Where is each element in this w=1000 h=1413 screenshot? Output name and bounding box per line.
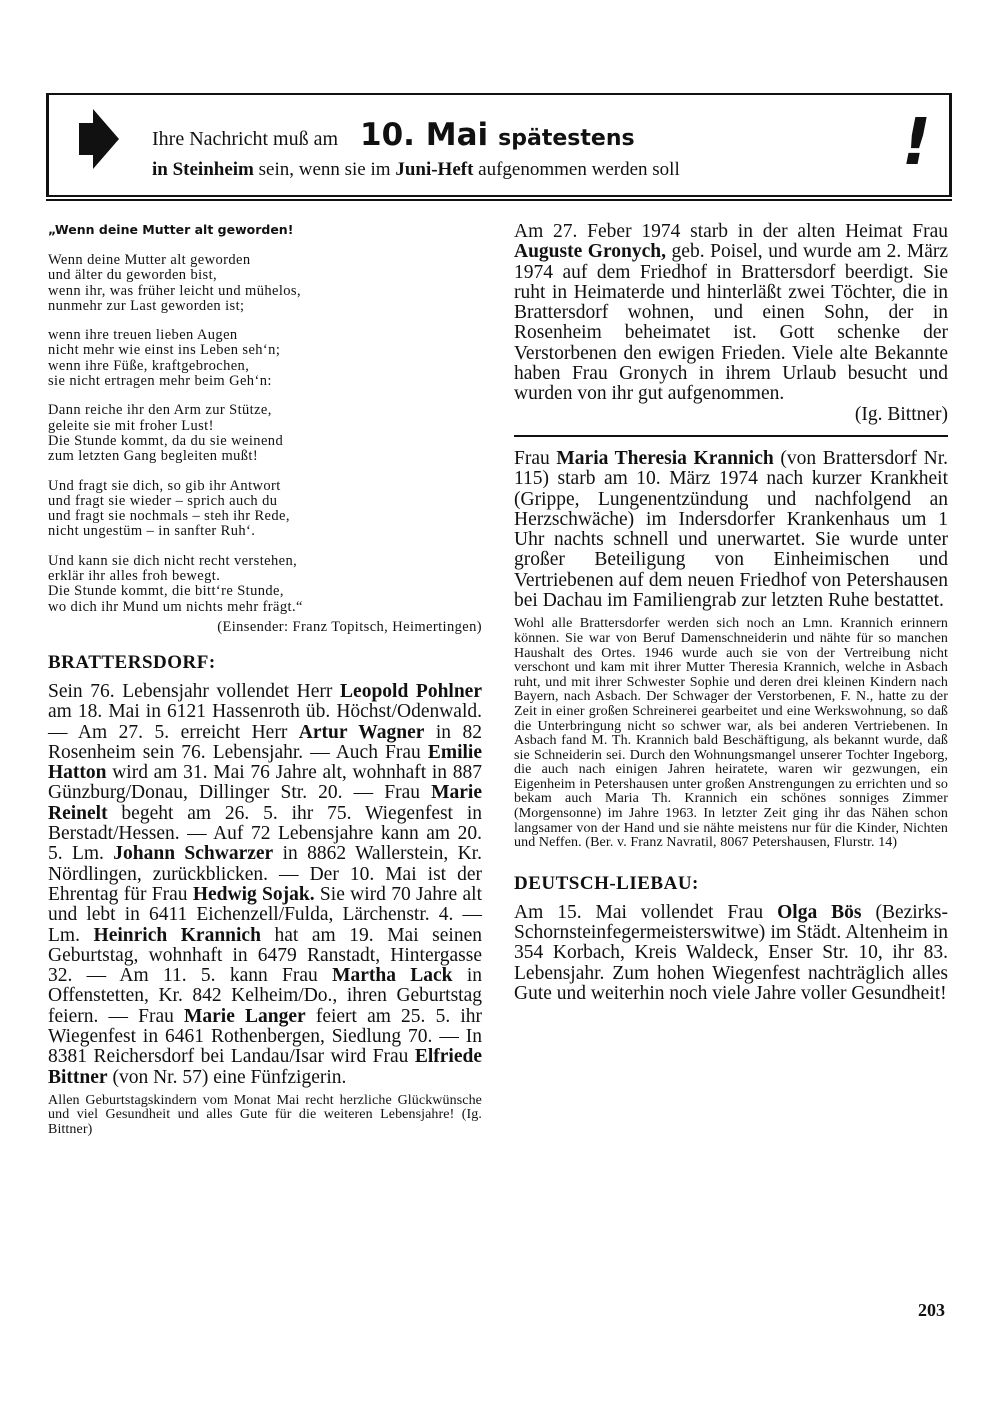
text-run: wird am 31. Mai 76 Jahre alt, wohnhaft in 887 Günzburg/Donau, Dillinger Str. 20. — Frau bbox=[48, 762, 482, 804]
poem-stanza: Dann reiche ihr den Arm zur Stütze, geleite sie mit froher Lust! Die Stunde kommt, da du sie weinend zum letzten Gang begleiten mußt! bbox=[48, 402, 284, 465]
bold-name: Juni-Heft bbox=[395, 159, 474, 180]
brattersdorf-birthdays bbox=[48, 682, 482, 1088]
text-run: Am 15. Mai vollendet Frau bbox=[514, 901, 778, 923]
bold-name: Marie Reinelt bbox=[48, 782, 482, 824]
text-run: in 82 Rosenheim sein 76. Lebensjahr. — Auch Frau bbox=[48, 721, 483, 763]
notice-deadline-date: 10. Mai bbox=[360, 117, 489, 153]
bold-name: Leopold Pohlner bbox=[340, 680, 482, 702]
text-run: Sie wird 70 Jahre alt und lebt in 6411 Eichenzell/Fulda, Lärchenstr. 4. — Lm. bbox=[48, 883, 482, 946]
bold-name: Olga Bös bbox=[777, 901, 862, 923]
text-run: (von Nr. 57) eine Fünfzigerin. bbox=[107, 1066, 347, 1088]
bold-name: Heinrich Krannich bbox=[93, 924, 261, 946]
notice-latest: spätestens bbox=[498, 126, 635, 151]
bold-name: Martha Lack bbox=[332, 965, 453, 987]
divider bbox=[514, 435, 948, 437]
obituary-krannich bbox=[514, 449, 948, 611]
bold-name: Artur Wagner bbox=[298, 721, 425, 743]
poem-title: „Wenn deine Mutter alt geworden! bbox=[48, 222, 294, 237]
text-run: (Bezirks-Schornsteinfegermeisterswitwe) im Städt. Altenheim in 354 Korbach, Kreis Waldeck, Enser Str. 10, ihr 83. Lebensjahr. Zum hohen Wiegenfest nachträglich alles Gute und weiterhin noch viele Jahre voller Gesundheit! bbox=[514, 901, 949, 1005]
section-heading-brattersdorf: BRATTERSDORF: bbox=[48, 651, 216, 673]
text-run: in 8862 Wallerstein, Kr. Nördlingen, zurückblicken. — Der 10. Mai ist der Ehrentag für Frau bbox=[48, 843, 482, 905]
bold-name: Marie Langer bbox=[184, 1005, 306, 1027]
left-column bbox=[48, 222, 482, 1138]
notice-prefix: Ihre Nachricht muß am bbox=[152, 128, 339, 150]
section-heading-deutsch-liebau: DEUTSCH-LIEBAU: bbox=[514, 872, 699, 894]
arrow-right-icon bbox=[75, 109, 119, 169]
bold-name: in Steinheim bbox=[152, 159, 254, 180]
poem-sender: (Einsender: Franz Topitsch, Heimertingen) bbox=[217, 618, 482, 635]
bold-name: Hedwig Sojak. bbox=[192, 883, 315, 905]
bold-name: Emilie Hatton bbox=[48, 741, 482, 784]
text-run: in Offenstetten, Kr. 842 Kelheim/Do., ihren Geburtstag feiern. — Frau bbox=[48, 965, 483, 1027]
text-run: (von Brattersdorf Nr. 115) starb am 10. März 1974 nach kurzer Krankheit (Grippe, Lungenentzündung und nachfolgend an Herzschwäche) im Indersdorfer Krankenhaus um 1 Uhr nachts schnell und unerwartet. Sie wurde unter großer Beteiligung von Einheimischen und Vertriebenen auf dem neuen Friedhof von Petershausen bei Dachau im Familiengrab zur letzten Ruhe bestattet. bbox=[514, 447, 948, 612]
text-run: begeht am 26. 5. ihr 75. Wiegenfest in Berstadt/Hessen. — Auf 72 Lebensjahre kann am 20. 5. Lm. bbox=[48, 802, 482, 865]
text-run: sein, wenn sie im bbox=[253, 159, 396, 180]
deadline-notice-box bbox=[46, 93, 952, 197]
bold-name: Elfriede Bittner bbox=[48, 1046, 482, 1088]
poem-stanza: wenn ihre treuen lieben Augen nicht mehr wie einst ins Leben seh‘n; wenn ihre Füße, kraftgebrochen, sie nicht ertragen mehr beim Geh‘n: bbox=[48, 327, 281, 390]
deutsch-liebau-birthday bbox=[514, 903, 948, 1004]
notice-line-2 bbox=[152, 159, 680, 181]
bold-name: Auguste Gronych, bbox=[514, 241, 666, 263]
bold-name: Johann Schwarzer bbox=[113, 843, 274, 865]
text-run: aufgenommen werden soll bbox=[473, 159, 680, 180]
poem-stanza: Und kann sie dich nicht recht verstehen, erklär ihr alles froh bewegt. Die Stunde kommt, die bitt‘re Stunde, wo dich ihr Mund um nichts mehr frägt.“ bbox=[48, 552, 303, 615]
right-column bbox=[514, 222, 948, 1004]
poem bbox=[48, 253, 482, 615]
text-run: Sein 76. Lebensjahr vollendet Herr bbox=[48, 680, 341, 702]
notice-line-1 bbox=[152, 117, 635, 153]
poem-stanza: Und fragt sie dich, so gib ihr Antwort und fragt sie wieder – sprich auch du und fragt sie nochmals – steh ihr Rede, nicht ungestüm – in sanfter Ruh‘. bbox=[48, 477, 290, 540]
exclamation-icon: ! bbox=[901, 106, 931, 180]
bold-name: Maria Theresia Krannich bbox=[556, 447, 774, 469]
obituary-signature: (Ig. Bittner) bbox=[854, 403, 948, 425]
poem-stanza: Wenn deine Mutter alt geworden und älter du geworden bist, wenn ihr, was früher leicht und mühelos, nunmehr zur Last geworden ist; bbox=[48, 252, 301, 314]
obituary-gronych bbox=[514, 222, 948, 405]
krannich-report: Wohl alle Brattersdorfer werden sich noch an Lmn. Krannich erinnern können. Sie war von Beruf Damenschneiderin und nähte für so manchen Haushalt des Ortes. 1946 wurde auch sie von der Vertreibung nicht verschont und kam mit ihrer Mutter Theresia Krannich, welche in Asbach ruht, und mit ihrer Schwester Sophie und deren drei kleinen Kindern nach Bayern, nach Asbach. Der Schwager der Verstorbenen, F. N., hatte zu der Zeit in einer großen Schreinerei gearbeitet und eine Werkswohnung, so daß die Unterbringung nicht so schwer war, als bei anderen Vertriebenen. In Asbach fand M. Th. Krannich bald Beschäftigung, als bekannt wurde, daß sie Schneiderin sei. Durch den Wohnungsmangel unserer Tochter Ingeborg, die auch nach einigen Jahren heiratete, waren wir gezwungen, ein Eigenheim in Petershausen unter großen Anstrengungen zu errichten und so bekam auch Maria Th. Krannich ein schönes sonniges Zimmer (Morgensonne) im Jahre 1963. In letzter Zeit ging ihr das Nähen schon langsamer von der Hand und sie nähte meistens nur für die Kinder, Nichten und Neffen. (Ber. v. Franz Navratil, 8067 Petershausen, Flurstr. 14) bbox=[514, 616, 948, 851]
text-run: hat am 19. Mai seinen Geburtstag, wohnhaft in 6479 Ranstadt, Hintergasse 32. — Am 11. 5. kann Frau bbox=[48, 924, 482, 987]
text-run: am 18. Mai in 6121 Hassenroth üb. Höchst/Odenwald. — Am 27. 5. erreicht Herr bbox=[48, 701, 482, 743]
text-run: feiert am 25. 5. ihr Wiegenfest in 6461 Rothenbergen, Siedlung 70. — In 8381 Reichersdorf bei Landau/Isar wird Frau bbox=[48, 1005, 482, 1068]
text-run: Am 27. Feber 1974 starb in der alten Heimat Frau bbox=[514, 221, 948, 242]
divider bbox=[46, 199, 952, 201]
page-number: 203 bbox=[918, 1300, 945, 1320]
text-run: Frau bbox=[514, 447, 557, 469]
brattersdorf-closing: Allen Geburtstagskindern vom Monat Mai recht herzliche Glückwünsche und viel Gesundheit und alles Gute für die weiteren Lebensjahre! (Ig. Bittner) bbox=[48, 1092, 482, 1138]
text-run: geb. Poisel, und wurde am 2. März 1974 auf dem Friedhof in Brattersdorf beerdigt. Sie ruht in Heimaterde und hinterläßt zwei Töchter, die in Brattersdorf wohnen, und einen Sohn, der in Rosenheim beheimatet ist. Gott schenke der Verstorbenen den ewigen Frieden. Viele alte Bekannte haben Frau Gronych in ihrem Urlaub besucht und wurden von ihr gut aufgenommen. bbox=[514, 241, 948, 405]
